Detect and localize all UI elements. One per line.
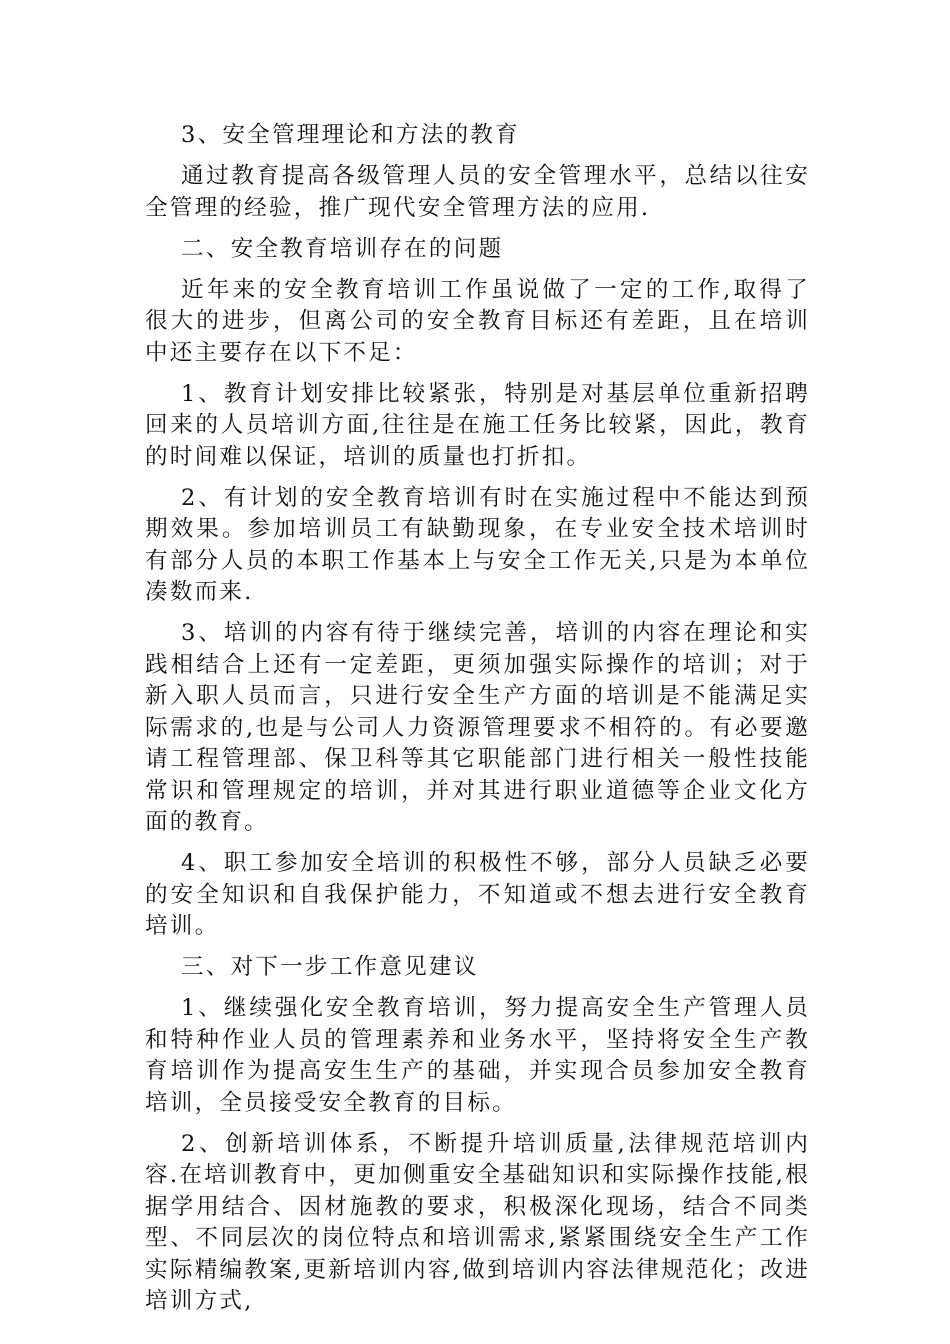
paragraph: 4、职工参加安全培训的积极性不够，部分人员缺乏必要的安全知识和自我保护能力，不知道或不想去进行安全教育培训。 (145, 850, 810, 939)
section-heading: 3、安全管理理论和方法的教育 (181, 122, 520, 148)
section-heading: 三、对下一步工作意见建议 (181, 954, 479, 980)
section-heading: 二、安全教育培训存在的问题 (181, 235, 504, 262)
paragraph: 2、有计划的安全教育培训有时在实施过程中不能达到预期效果。参加培训员工有缺勤现象，在专业安全技术培训时有部分人员的本职工作基本上与安全工作无关,只是为本单位凑数而来. (145, 484, 810, 605)
document-body (145, 120, 810, 1327)
paragraph: 3、培训的内容有待于继续完善，培训的内容在理论和实践相结合上还有一定差距，更须加强实际操作的培训；对于新入职人员而言，只进行安全生产方面的培训是不能满足实际需求的,也是与公司人力资源管理要求不相符的。有必要邀请工程管理部、保卫科等其它职能部门进行相关一般性技能常识和管理规定的培训，并对其进行职业道德等企业文化方面的教育。 (145, 620, 810, 835)
paragraph: 2、创新培训体系，不断提升培训质量,法律规范培训内容.在培训教育中，更加侧重安全基础知识和实际操作技能,根据学用结合、因材施教的要求，积极深化现场，结合不同类型、不同层次的岗位特点和培训需求,紧紧围绕安全生产工作实际精编教案,更新培训内容,做到培训内容法律规范化；改进培训方式, (145, 1130, 810, 1314)
paragraph: 1、教育计划安排比较紧张，特别是对基层单位重新招聘回来的人员培训方面,往往是在施工任务比较紧，因此，教育的时间难以保证，培训的质量也打折扣。 (145, 380, 810, 470)
paragraph: 1、继续强化安全教育培训，努力提高安全生产管理人员和特种作业人员的管理素养和业务水平，坚持将安全生产教育培训作为提高安生生产的基础，并实现合员参加安全教育培训，全员接受安全教育的目标。 (145, 995, 810, 1116)
paragraph: 通过教育提高各级管理人员的安全管理水平，总结以往安全管理的经验，推广现代安全管理方法的应用. (145, 163, 810, 221)
paragraph: 近年来的安全教育培训工作虽说做了一定的工作,取得了很大的进步，但离公司的安全教育目标还有差距，且在培训中还主要存在以下不足： (145, 276, 810, 366)
